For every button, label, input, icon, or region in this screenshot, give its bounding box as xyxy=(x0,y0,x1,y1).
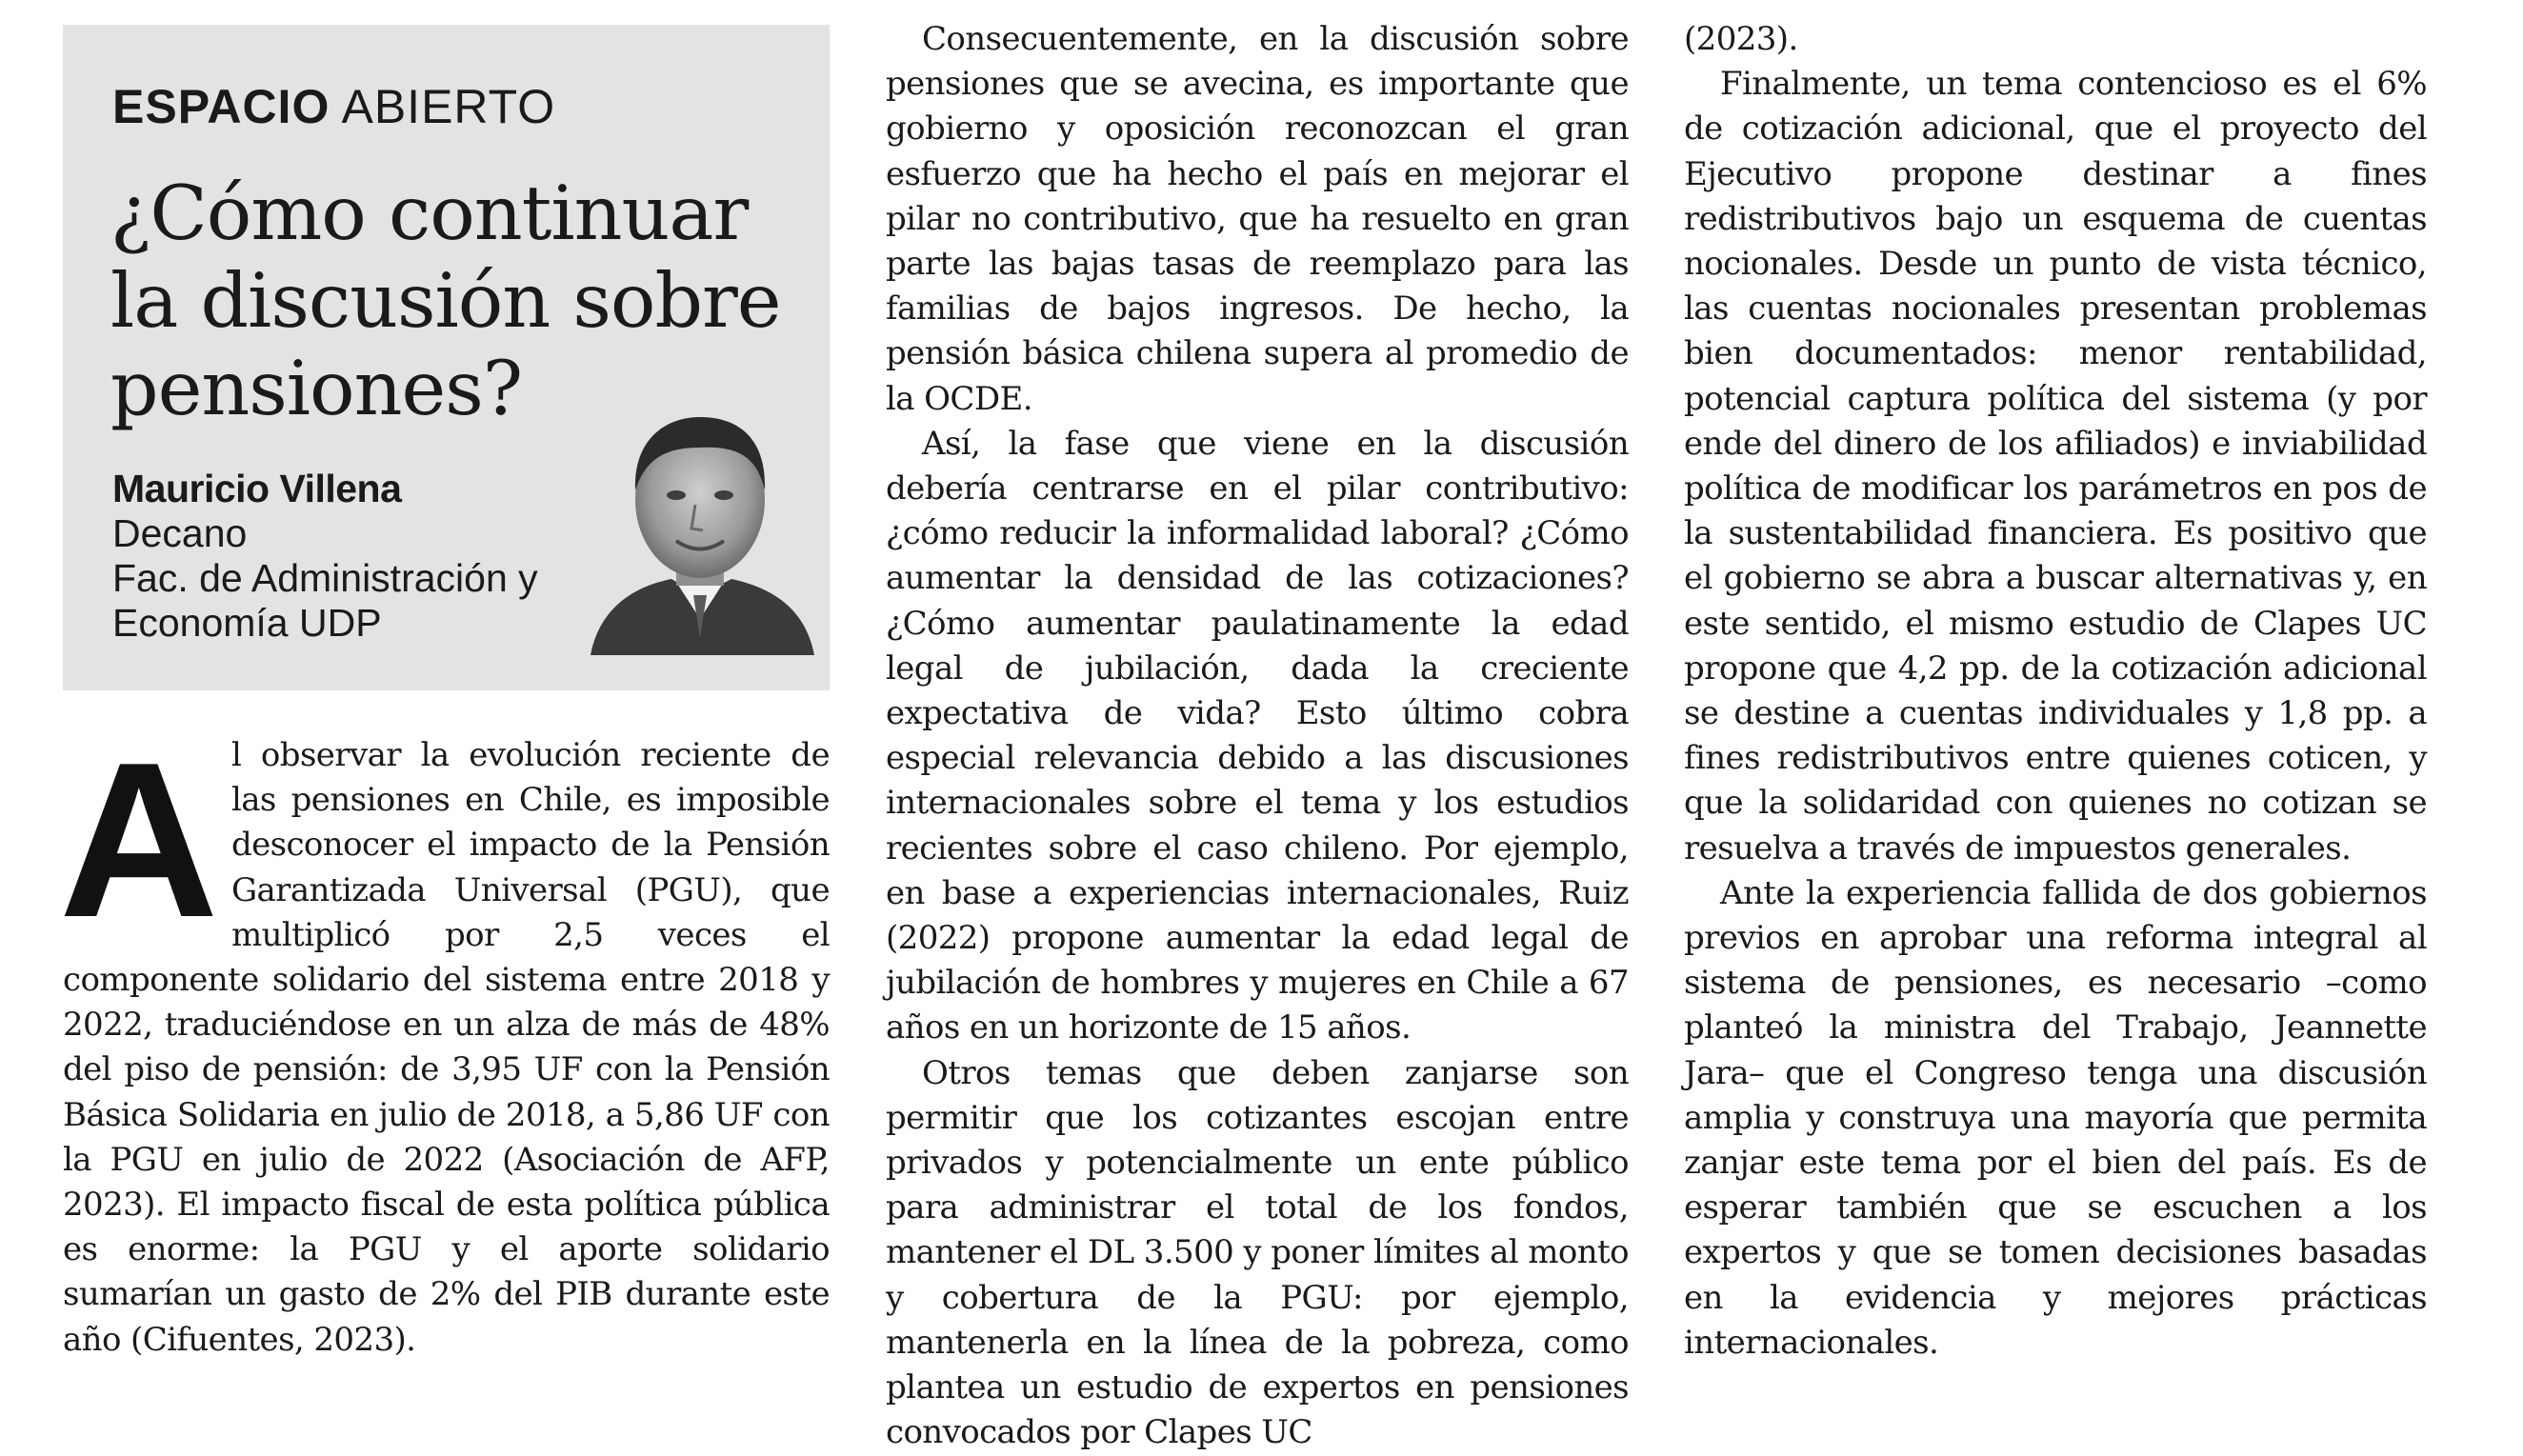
headline-line: pensiones? xyxy=(110,345,523,432)
article-paragraph: l observar la evolución reciente de las pensiones en Chile, es imposible desconocer el impacto de la Pensión Garantizada Universal (PGU), que multiplicó por 2,5 veces el componente solidario del sistema entre 2018 y 2022, traduciéndose en un alza de más de 48% del piso de pensión: de 3,95 UF con la Pensión Básica Solidaria en julio de 2018, a 5,86 UF con la PGU en julio de 2022 (Asociación de AFP, 2023). El impacto fiscal de esta política pública es enorme: la PGU y el aporte solidario sumarían un gasto de 2% del PIB durante este año (Cifuentes, 2023). xyxy=(63,736,830,1359)
section-label-light: ABIERTO xyxy=(341,80,556,133)
article-column-2 xyxy=(886,17,1629,1456)
drop-cap: A xyxy=(59,717,218,964)
author-affiliation: Economía UDP xyxy=(112,601,382,645)
section-label-bold: ESPACIO xyxy=(112,80,330,133)
headline-line: ¿Cómo continuar xyxy=(110,170,749,257)
article-paragraph: Así, la fase que viene en la discusión debería centrarse en el pilar contributivo: ¿cómo reducir la informalidad laboral? ¿Cómo aumentar la densidad de las cotizaciones? ¿Cómo aumentar paulatinamente la edad legal de jubilación, dada la creciente expectativa de vida? Esto último cobra especial relevancia debido a las discusiones internacionales sobre el tema y los estudios recientes sobre el caso chileno. Por ejemplo, en base a experiencias internacionales, Ruiz (2022) propone aumentar la edad legal de jubilación de hombres y mujeres en Chile a 67 años en un horizonte de 15 años. xyxy=(886,424,1629,1047)
article-paragraph: Finalmente, un tema contencioso es el 6% de cotización adicional, que el proyecto del Ejecutivo propone destinar a fines redistributivos bajo un esquema de cuentas nocionales. Desde un punto de vista técnico, las cuentas nocionales presentan problemas bien documentados: menor rentabilidad, potencial captura política del sistema (y por ende del dinero de los afiliados) e inviabilidad política de modificar los parámetros en pos de la sustentabilidad financiera. Es positivo que el gobierno se abra a buscar alternativas y, en este sentido, el mismo estudio de Clapes UC propone que 4,2 pp. de la cotización adicional se destine a cuentas individuales y 1,8 pp. a fines redistributivos entre quienes coticen, y que la solidaridad con quienes no cotizan se resuelva a través de impuestos generales. xyxy=(1684,65,2427,868)
article-paragraph: Ante la experiencia fallida de dos gobiernos previos en aprobar una reforma integral al sistema de pensiones, es necesario –como planteó la ministra del Trabajo, Jeannette Jara– que el Congreso tenga una discusión amplia y construya una mayoría que permita zanjar este tema por el bien del país. Es de esperar también que se escuchen a los expertos y que se tomen decisiones basadas en la evidencia y mejores prácticas internacionales. xyxy=(1684,873,2427,1362)
article-paragraph: Otros temas que deben zanjarse son permitir que los cotizantes escojan entre privados y potencialmente un ente público para administrar el total de los fondos, mantener el DL 3.500 y poner límites al monto y cobertura de la PGU: por ejemplo, mantenerla en la línea de la pobreza, como plantea un estudio de expertos en pensiones convocados por Clapes UC xyxy=(886,1053,1629,1452)
article-paragraph: Consecuentemente, en la discusión sobre pensiones que se avecina, es importante que gobierno y oposición reconozcan el gran esfuerzo que ha hecho el país en mejorar el pilar no contributivo, que ha resuelto en gran parte las bajas tasas de reemplazo para las familias de bajos ingresos. De hecho, la pensión básica chilena supera al promedio de la OCDE. xyxy=(886,20,1629,418)
article-column-1 xyxy=(59,717,830,1363)
author-portrait-icon xyxy=(581,400,819,655)
author-role: Decano xyxy=(112,511,248,555)
article-column-3 xyxy=(1684,17,2427,1366)
author-block xyxy=(112,467,608,646)
author-name: Mauricio Villena xyxy=(112,467,402,510)
section-label xyxy=(112,78,555,135)
headline xyxy=(110,170,815,432)
headline-line: la discusión sobre xyxy=(110,257,781,345)
author-affiliation: Fac. de Administración y xyxy=(112,556,538,600)
article-paragraph-continued: (2023). xyxy=(1684,20,1798,58)
